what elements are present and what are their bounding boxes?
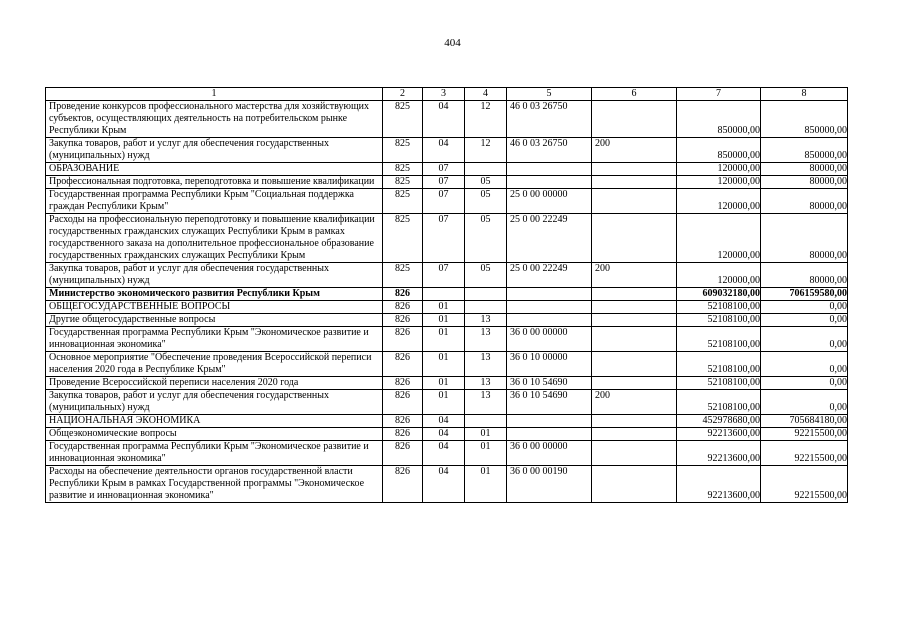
cell-sum-year2: 850000,00 <box>761 101 848 138</box>
col-subsection-header: 4 <box>465 88 507 101</box>
col-name-header: 1 <box>46 88 383 101</box>
cell-name: Закупка товаров, работ и услуг для обеспечения государственных (муниципальных) нужд <box>46 138 383 163</box>
cell-subsection: 13 <box>465 390 507 415</box>
cell-ved: 826 <box>383 390 423 415</box>
table-row <box>46 263 848 288</box>
cell-target-article <box>507 428 592 441</box>
cell-name: Проведение конкурсов профессионального мастерства для хозяйствующих субъектов, осуществляющих деятельность на потребительском рынке Республики Крым <box>46 101 383 138</box>
cell-subsection: 05 <box>465 263 507 288</box>
cell-section: 07 <box>423 263 465 288</box>
cell-expense-type: 200 <box>592 138 677 163</box>
cell-ved: 825 <box>383 189 423 214</box>
cell-target-article: 36 0 10 54690 <box>507 390 592 415</box>
cell-expense-type <box>592 214 677 263</box>
cell-target-article <box>507 301 592 314</box>
cell-sum-year2: 705684180,00 <box>761 415 848 428</box>
cell-name: Расходы на обеспечение деятельности органов государственной власти Республики Крым в рамках Государственной программы "Экономическое развитие и инновационная экономика" <box>46 466 383 503</box>
cell-sum-year2: 0,00 <box>761 327 848 352</box>
page-number: 404 <box>444 37 461 49</box>
table-row <box>46 176 848 189</box>
cell-sum-year1: 52108100,00 <box>677 301 761 314</box>
cell-section: 07 <box>423 176 465 189</box>
cell-sum-year2: 0,00 <box>761 301 848 314</box>
cell-expense-type <box>592 314 677 327</box>
cell-subsection: 01 <box>465 428 507 441</box>
cell-name: Закупка товаров, работ и услуг для обеспечения государственных (муниципальных) нужд <box>46 390 383 415</box>
cell-name: Общеэкономические вопросы <box>46 428 383 441</box>
cell-expense-type <box>592 428 677 441</box>
cell-subsection: 13 <box>465 314 507 327</box>
cell-sum-year2: 80000,00 <box>761 163 848 176</box>
cell-ved: 825 <box>383 214 423 263</box>
cell-section: 04 <box>423 466 465 503</box>
cell-subsection <box>465 415 507 428</box>
cell-expense-type <box>592 101 677 138</box>
cell-section: 07 <box>423 214 465 263</box>
cell-subsection: 05 <box>465 176 507 189</box>
cell-sum-year1: 120000,00 <box>677 163 761 176</box>
cell-sum-year2: 0,00 <box>761 352 848 377</box>
cell-section: 04 <box>423 415 465 428</box>
cell-sum-year1: 120000,00 <box>677 263 761 288</box>
cell-section: 01 <box>423 327 465 352</box>
cell-sum-year1: 92213600,00 <box>677 441 761 466</box>
cell-section: 07 <box>423 163 465 176</box>
cell-ved: 826 <box>383 288 423 301</box>
cell-sum-year2: 0,00 <box>761 377 848 390</box>
cell-section: 04 <box>423 101 465 138</box>
table-row <box>46 138 848 163</box>
cell-subsection: 12 <box>465 138 507 163</box>
cell-target-article: 25 0 00 00000 <box>507 189 592 214</box>
cell-subsection: 01 <box>465 466 507 503</box>
cell-ved: 826 <box>383 415 423 428</box>
cell-name: Основное мероприятие "Обеспечение проведения Всероссийской переписи населения 2020 года в Республике Крым" <box>46 352 383 377</box>
cell-target-article: 46 0 03 26750 <box>507 101 592 138</box>
cell-expense-type: 200 <box>592 390 677 415</box>
table-row <box>46 101 848 138</box>
cell-sum-year2: 0,00 <box>761 390 848 415</box>
cell-section: 01 <box>423 301 465 314</box>
table-row <box>46 390 848 415</box>
cell-name: Государственная программа Республики Крым "Экономическое развитие и инновационная экономика" <box>46 441 383 466</box>
cell-subsection: 05 <box>465 214 507 263</box>
cell-target-article <box>507 314 592 327</box>
cell-ved: 826 <box>383 327 423 352</box>
cell-expense-type <box>592 441 677 466</box>
cell-name: Другие общегосударственные вопросы <box>46 314 383 327</box>
cell-expense-type <box>592 163 677 176</box>
cell-expense-type: 200 <box>592 263 677 288</box>
col-sum-year2-header: 8 <box>761 88 848 101</box>
cell-sum-year1: 120000,00 <box>677 214 761 263</box>
table-row <box>46 327 848 352</box>
cell-sum-year1: 850000,00 <box>677 101 761 138</box>
cell-target-article: 25 0 00 22249 <box>507 214 592 263</box>
cell-subsection <box>465 288 507 301</box>
cell-expense-type <box>592 352 677 377</box>
cell-section: 01 <box>423 377 465 390</box>
cell-target-article: 36 0 00 00190 <box>507 466 592 503</box>
cell-name: НАЦИОНАЛЬНАЯ ЭКОНОМИКА <box>46 415 383 428</box>
col-expense-type-header: 6 <box>592 88 677 101</box>
cell-subsection: 13 <box>465 327 507 352</box>
cell-sum-year1: 52108100,00 <box>677 390 761 415</box>
table-row <box>46 352 848 377</box>
cell-sum-year1: 850000,00 <box>677 138 761 163</box>
cell-ved: 826 <box>383 352 423 377</box>
cell-expense-type <box>592 288 677 301</box>
cell-sum-year1: 609032180,00 <box>677 288 761 301</box>
cell-ved: 826 <box>383 441 423 466</box>
cell-sum-year2: 80000,00 <box>761 189 848 214</box>
cell-name: ОБРАЗОВАНИЕ <box>46 163 383 176</box>
table-header-row <box>46 88 848 101</box>
cell-subsection <box>465 301 507 314</box>
cell-ved: 826 <box>383 301 423 314</box>
cell-expense-type <box>592 189 677 214</box>
col-ved-header: 2 <box>383 88 423 101</box>
table-row <box>46 428 848 441</box>
cell-ved: 826 <box>383 377 423 390</box>
cell-ved: 825 <box>383 101 423 138</box>
cell-section <box>423 288 465 301</box>
col-section-header: 3 <box>423 88 465 101</box>
table-row <box>46 301 848 314</box>
cell-sum-year1: 120000,00 <box>677 176 761 189</box>
cell-sum-year2: 92215500,00 <box>761 428 848 441</box>
cell-name: Профессиональная подготовка, переподготовка и повышение квалификации <box>46 176 383 189</box>
table-row <box>46 441 848 466</box>
cell-sum-year1: 52108100,00 <box>677 314 761 327</box>
cell-name: Государственная программа Республики Крым "Экономическое развитие и инновационная экономика" <box>46 327 383 352</box>
cell-sum-year2: 706159580,00 <box>761 288 848 301</box>
cell-section: 04 <box>423 428 465 441</box>
cell-target-article: 46 0 03 26750 <box>507 138 592 163</box>
cell-sum-year1: 92213600,00 <box>677 428 761 441</box>
cell-section: 01 <box>423 352 465 377</box>
cell-expense-type <box>592 377 677 390</box>
cell-name: Министерство экономического развития Республики Крым <box>46 288 383 301</box>
cell-ved: 826 <box>383 466 423 503</box>
cell-sum-year1: 120000,00 <box>677 189 761 214</box>
cell-target-article: 25 0 00 22249 <box>507 263 592 288</box>
cell-target-article <box>507 288 592 301</box>
cell-subsection: 12 <box>465 101 507 138</box>
cell-sum-year1: 92213600,00 <box>677 466 761 503</box>
cell-expense-type <box>592 327 677 352</box>
cell-sum-year1: 452978680,00 <box>677 415 761 428</box>
cell-name: Проведение Всероссийской переписи населения 2020 года <box>46 377 383 390</box>
table-row <box>46 377 848 390</box>
cell-sum-year1: 52108100,00 <box>677 377 761 390</box>
cell-sum-year1: 52108100,00 <box>677 352 761 377</box>
cell-target-article <box>507 163 592 176</box>
col-sum-year1-header: 7 <box>677 88 761 101</box>
cell-ved: 825 <box>383 176 423 189</box>
cell-expense-type <box>592 415 677 428</box>
cell-target-article: 36 0 10 54690 <box>507 377 592 390</box>
cell-sum-year2: 92215500,00 <box>761 466 848 503</box>
cell-sum-year2: 0,00 <box>761 314 848 327</box>
table-row <box>46 288 848 301</box>
cell-section: 07 <box>423 189 465 214</box>
cell-name: Государственная программа Республики Крым "Социальная поддержка граждан Республики Крым" <box>46 189 383 214</box>
cell-expense-type <box>592 466 677 503</box>
table-row <box>46 214 848 263</box>
cell-subsection: 05 <box>465 189 507 214</box>
cell-target-article: 36 0 00 00000 <box>507 327 592 352</box>
cell-target-article: 36 0 00 00000 <box>507 441 592 466</box>
cell-target-article <box>507 176 592 189</box>
cell-sum-year2: 92215500,00 <box>761 441 848 466</box>
cell-sum-year2: 80000,00 <box>761 176 848 189</box>
budget-table <box>45 87 848 503</box>
cell-section: 04 <box>423 138 465 163</box>
cell-sum-year2: 850000,00 <box>761 138 848 163</box>
cell-subsection <box>465 163 507 176</box>
cell-section: 01 <box>423 390 465 415</box>
cell-expense-type <box>592 301 677 314</box>
cell-section: 04 <box>423 441 465 466</box>
table-row <box>46 189 848 214</box>
cell-sum-year2: 80000,00 <box>761 214 848 263</box>
cell-target-article <box>507 415 592 428</box>
col-target-article-header: 5 <box>507 88 592 101</box>
cell-target-article: 36 0 10 00000 <box>507 352 592 377</box>
cell-name: Расходы на профессиональную переподготовку и повышение квалификации государственных гражданских служащих Республики Крым в рамках государственного заказа на дополнительное профессиональное образование государственных гражданских служащих Республики Крым <box>46 214 383 263</box>
cell-ved: 825 <box>383 138 423 163</box>
table-row <box>46 163 848 176</box>
cell-sum-year2: 80000,00 <box>761 263 848 288</box>
cell-section: 01 <box>423 314 465 327</box>
cell-name: Закупка товаров, работ и услуг для обеспечения государственных (муниципальных) нужд <box>46 263 383 288</box>
cell-ved: 825 <box>383 163 423 176</box>
table-row <box>46 415 848 428</box>
cell-expense-type <box>592 176 677 189</box>
cell-name: ОБЩЕГОСУДАРСТВЕННЫЕ ВОПРОСЫ <box>46 301 383 314</box>
cell-subsection: 01 <box>465 441 507 466</box>
cell-sum-year1: 52108100,00 <box>677 327 761 352</box>
cell-ved: 826 <box>383 428 423 441</box>
cell-ved: 826 <box>383 314 423 327</box>
cell-subsection: 13 <box>465 352 507 377</box>
table-row <box>46 466 848 503</box>
cell-ved: 825 <box>383 263 423 288</box>
table-row <box>46 314 848 327</box>
cell-subsection: 13 <box>465 377 507 390</box>
